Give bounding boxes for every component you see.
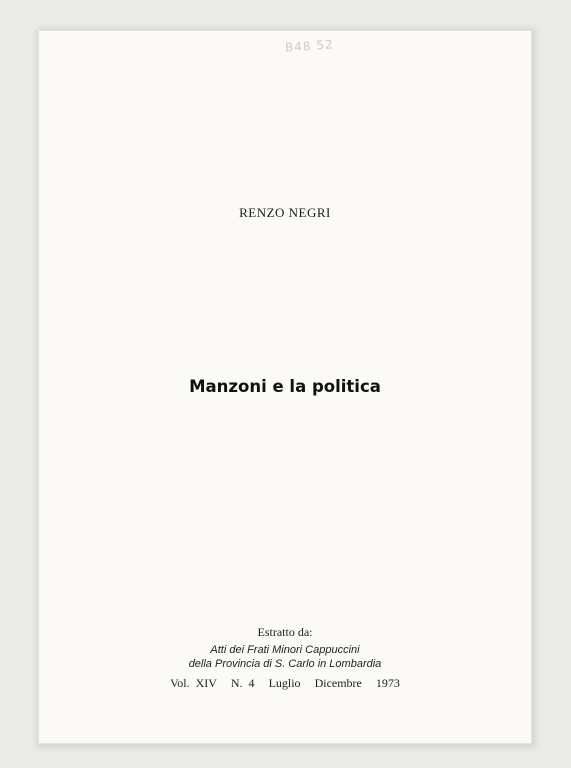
document-title: Manzoni e la politica xyxy=(189,377,381,396)
volume: Vol. XIV xyxy=(170,676,217,690)
document-page xyxy=(38,30,532,744)
pencil-annotation: B48 52 xyxy=(284,37,335,55)
source-province: della Provincia di S. Carlo in Lombardia xyxy=(188,658,382,670)
source-journal: Atti dei Frati Minori Cappuccini xyxy=(210,644,360,656)
publication-details xyxy=(39,676,531,690)
year: 1973 xyxy=(375,676,400,690)
period-start: Luglio xyxy=(268,676,301,690)
issue-number: N. 4 xyxy=(230,676,255,690)
period-end: Dicembre xyxy=(314,676,362,690)
extract-label: Estratto da: xyxy=(257,625,313,639)
author-name: RENZO NEGRI xyxy=(239,205,331,220)
extract-info xyxy=(39,625,531,690)
